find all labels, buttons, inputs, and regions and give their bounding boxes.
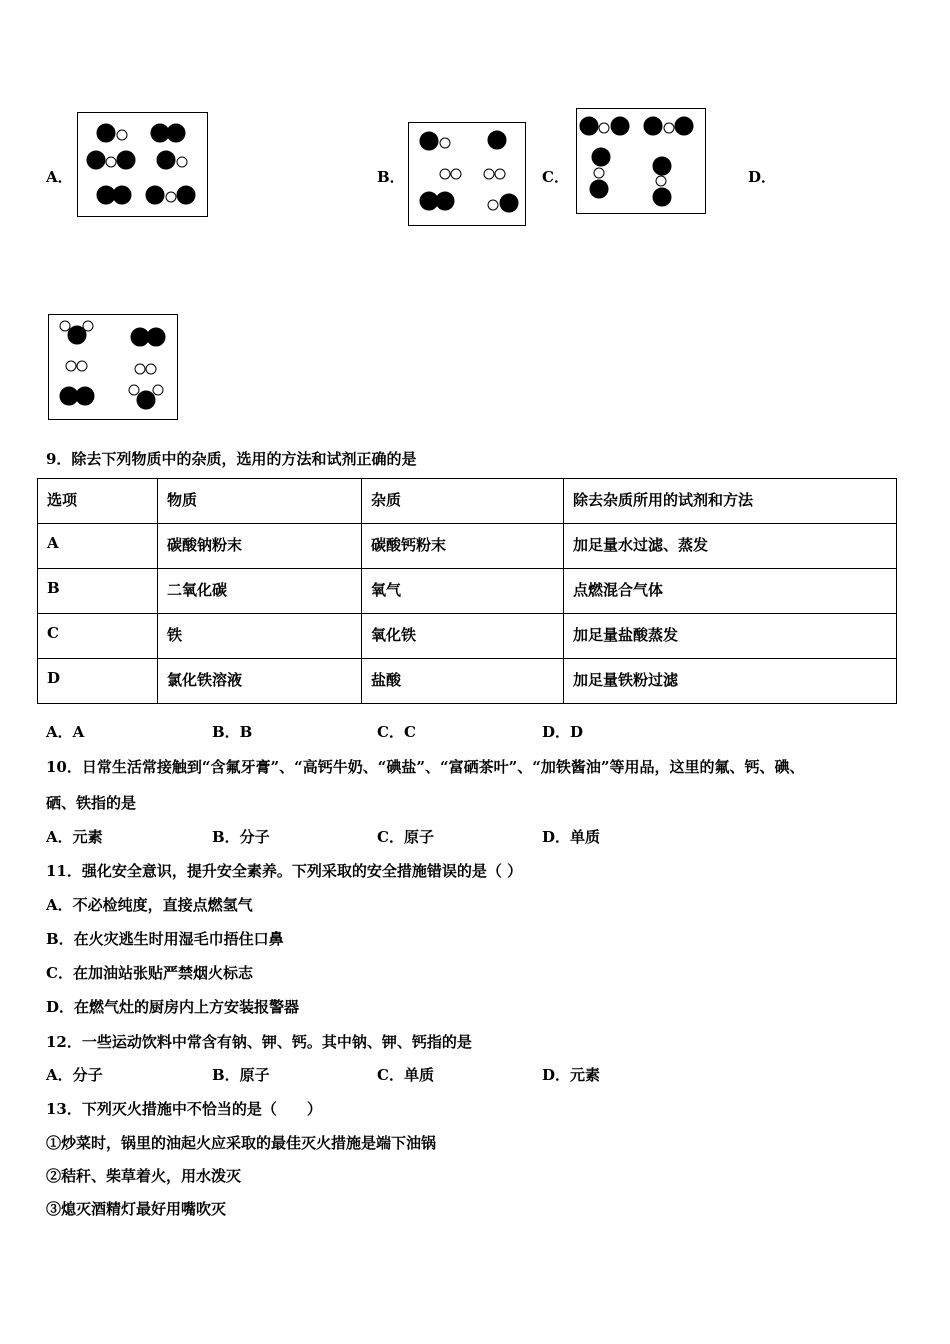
table-cell: 加足量水过滤、蒸发 — [564, 524, 897, 569]
q10-question-line1: 10．日常生活常接触到“含氟牙膏”、“高钙牛奶、“碘盐”、“富硒茶叶”、“加铁酱油”等用品，这里的氟、钙、碘、 — [46, 758, 805, 776]
q11-question: 11．强化安全意识，提升安全素养。下列采取的安全措施错误的是（ ） — [46, 862, 523, 880]
molecule-diagram-c — [576, 108, 706, 214]
molecule-diagram-b — [408, 122, 526, 226]
q12-option-c[interactable]: C．单质 — [377, 1066, 434, 1084]
table-row — [38, 659, 897, 704]
table-cell: A — [38, 524, 158, 569]
q13-item-3: ③熄灭酒精灯最好用嘴吹灭 — [46, 1200, 227, 1218]
q13-item-2: ②秸秆、柴草着火，用水泼灭 — [46, 1167, 242, 1185]
q9-option-a[interactable]: A．A — [46, 723, 85, 741]
q9-question: 9．除去下列物质中的杂质，选用的方法和试剂正确的是 — [46, 450, 417, 468]
table-cell: 碳酸钠粉末 — [158, 524, 362, 569]
q10-option-b[interactable]: B．分子 — [212, 828, 270, 846]
table-cell: 点燃混合气体 — [564, 569, 897, 614]
table-cell: 铁 — [158, 614, 362, 659]
option-b-label: B． — [377, 168, 405, 186]
q13-question: 13．下列灭火措施中不恰当的是（ ） — [46, 1100, 322, 1118]
table-cell: 氧气 — [362, 569, 564, 614]
q12-option-a[interactable]: A．分子 — [46, 1066, 103, 1084]
q11-option-a[interactable]: A．不必检纯度，直接点燃氢气 — [46, 896, 253, 914]
table-cell: 二氧化碳 — [158, 569, 362, 614]
q9-option-d[interactable]: D．D — [542, 723, 584, 741]
option-a-label: A． — [46, 168, 73, 186]
table-cell: C — [38, 614, 158, 659]
table-header-cell: 杂质 — [362, 479, 564, 524]
table-cell: D — [38, 659, 158, 704]
table-cell: 加足量盐酸蒸发 — [564, 614, 897, 659]
table-header-row — [38, 479, 897, 524]
q10-option-c[interactable]: C．原子 — [377, 828, 434, 846]
q12-option-d[interactable]: D．元素 — [542, 1066, 601, 1084]
q10-option-a[interactable]: A．元素 — [46, 828, 103, 846]
table-row — [38, 524, 897, 569]
q12-question: 12．一些运动饮料中常含有钠、钾、钙。其中钠、钾、钙指的是 — [46, 1033, 472, 1051]
table-header-cell: 选项 — [38, 479, 158, 524]
q11-option-b[interactable]: B．在火灾逃生时用湿毛巾捂住口鼻 — [46, 930, 284, 948]
q12-option-b[interactable]: B．原子 — [212, 1066, 270, 1084]
table-cell: 盐酸 — [362, 659, 564, 704]
q10-question-line2: 硒、铁指的是 — [46, 794, 137, 812]
q11-option-d[interactable]: D．在燃气灶的厨房内上方安装报警器 — [46, 998, 300, 1016]
molecule-diagram-a — [77, 112, 208, 217]
table-cell: 氯化铁溶液 — [158, 659, 362, 704]
option-d-label: D． — [748, 168, 777, 186]
table-row — [38, 614, 897, 659]
table-cell: 加足量铁粉过滤 — [564, 659, 897, 704]
table-header-cell: 除去杂质所用的试剂和方法 — [564, 479, 897, 524]
q11-option-c[interactable]: C．在加油站张贴严禁烟火标志 — [46, 964, 253, 982]
table-cell: B — [38, 569, 158, 614]
table-row — [38, 569, 897, 614]
table-cell: 碳酸钙粉末 — [362, 524, 564, 569]
q9-table — [37, 478, 897, 704]
q10-option-d[interactable]: D．单质 — [542, 828, 601, 846]
table-header-cell: 物质 — [158, 479, 362, 524]
q9-option-c[interactable]: C．C — [377, 723, 416, 741]
option-c-label: C． — [542, 168, 569, 186]
molecule-diagram-d — [48, 314, 178, 420]
table-cell: 氧化铁 — [362, 614, 564, 659]
q9-option-b[interactable]: B．B — [212, 723, 253, 741]
q13-item-1: ①炒菜时，锅里的油起火应采取的最佳灭火措施是端下油锅 — [46, 1134, 437, 1152]
